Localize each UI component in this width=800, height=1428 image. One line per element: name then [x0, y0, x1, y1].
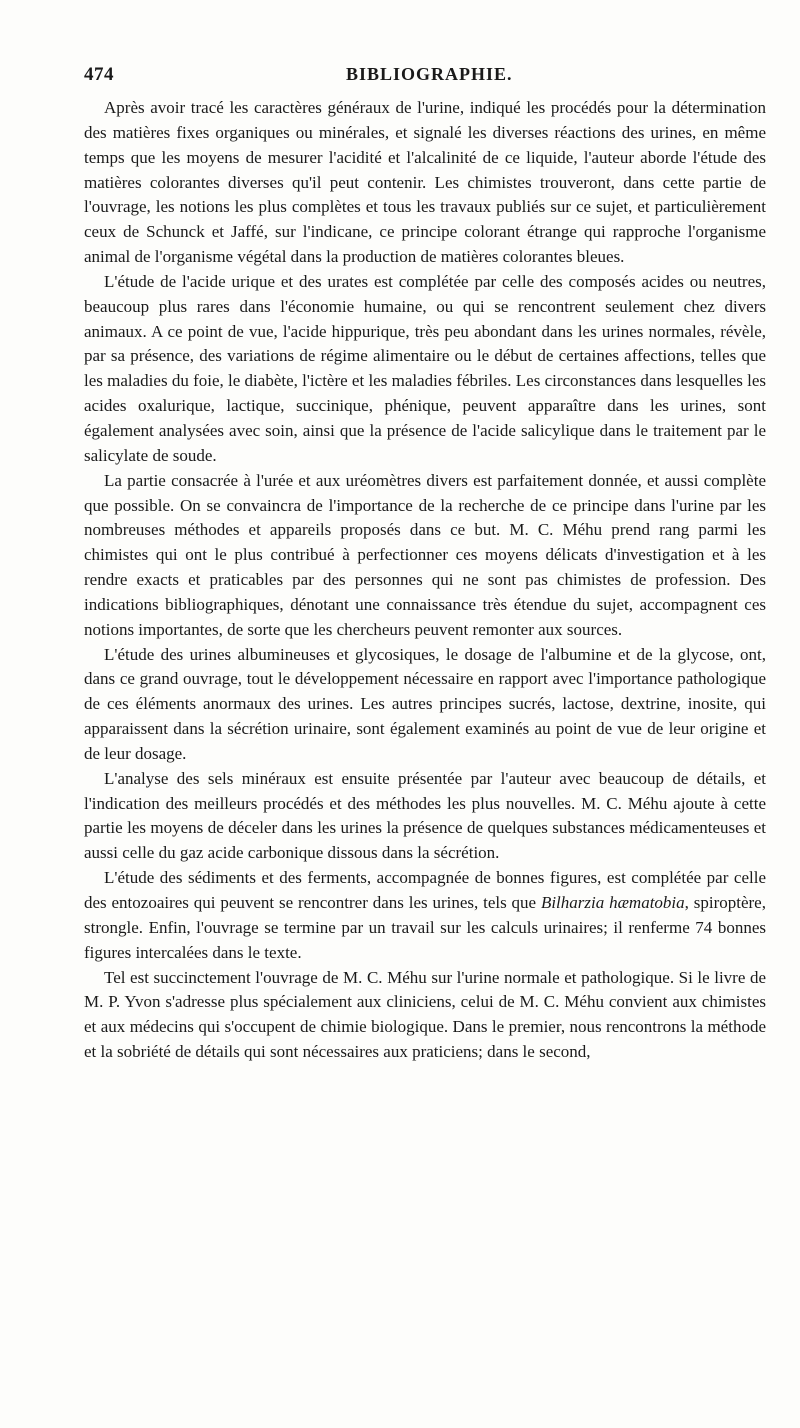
paragraph-albumin-glycose: L'étude des urines albumineuses et glycosiques, le dosage de l'albumine et de la glycose, ont, dans ce grand ouvrage, tout le développement nécessaire en rapport avec l'importance pathologique de ces éléments anormaux des urines. Les autres principes sucrés, lactose, dextrine, inosite, qui apparaissent dans la sécrétion urinaire, sont également examinés au point de vue de leur origine et de leur dosage.	[84, 644, 766, 763]
species-name-italic: Bilharzia hæmatobia	[540, 893, 685, 912]
sediments-text-before: L'étude des sédiments et des ferments, accompagnée de bonnes figures, est complétée par celle des entozoaires qui peuvent se rencontrer dans les urines, tels que	[84, 868, 766, 912]
page-header	[84, 64, 776, 94]
paragraph-urea: La partie consacrée à l'urée et aux uréomètres divers est parfaitement donnée, et aussi complète que possible. On se convaincra de l'importance de la recherche de ce principe dans l'urine par les nombreuses méthodes et appareils proposés dans ce but. M. C. Méhu prend rang parmi les chimistes qui ont le plus contribué à perfectionner ces moyens délicats d'investigation et à les rendre exacts et praticables par des personnes qui ne sont pas chimistes de profession. Des indications bibliographiques, dénotant une connaissance très étendue du sujet, accompagnent ces notions importantes, de sorte que les chercheurs peuvent remonter aux sources.	[84, 470, 766, 639]
paragraph-urine-characters: Après avoir tracé les caractères généraux de l'urine, indiqué les procédés pour la détermination des matières fixes organiques ou minérales, et signalé les diverses réactions des urines, en même temps que les moyens de mesurer l'acidité et l'alcalinité de ce liquide, l'auteur aborde l'étude des matières colorantes diverses qu'il peut contenir. Les chimistes trouveront, dans cette partie de l'ouvrage, les notions les plus complètes et tous les travaux publiés sur ce sujet, et particulièrement ceux de Schunck et Jaffé, sur l'indicane, ce principe colorant étrange qui rapproche l'organisme animal de l'organisme végétal dans la production de matières colorantes bleues.	[84, 98, 766, 267]
paragraph-summary: Tel est succinctement l'ouvrage de M. C. Méhu sur l'urine normale et pathologique. Si le livre de M. P. Yvon s'adresse plus spécialement aux cliniciens, celui de M. C. Méhu convient aux chimistes et aux médecins qui s'occupent de chimie biologique. Dans le premier, nous rencontrons la méthode et la sobriété de détails qui sont nécessaires aux praticiens; dans le second,	[84, 967, 766, 1062]
paragraph-mineral-salts: L'analyse des sels minéraux est ensuite présentée par l'auteur avec beaucoup de détails, et l'indication des meilleurs procédés et des méthodes les plus nouvelles. M. C. Méhu ajoute à cette partie les moyens de déceler dans les urines la présence de quelques substances médicamenteuses et aussi celle du gaz acide carbonique dissous dans la sécrétion.	[84, 768, 766, 863]
body-text	[84, 96, 766, 1408]
page-number: 474	[84, 64, 114, 85]
paragraph-sediments	[84, 866, 766, 965]
running-head: BIBLIOGRAPHIE.	[346, 64, 513, 84]
sediments-text-after: , spiroptère, strongle. Enfin, l'ouvrage se termine par un travail sur les calculs urinaires; il renferme 74 bonnes figures intercalées dans le texte.	[84, 893, 766, 962]
paragraph-uric-acid: L'étude de l'acide urique et des urates est complétée par celle des composés acides ou neutres, beaucoup plus rares dans l'économie humaine, ou qui se rencontrent seulement chez divers animaux. A ce point de vue, l'acide hippurique, très peu abondant dans les urines normales, révèle, par sa présence, des variations de régime alimentaire ou le début de certaines affections, telles que les maladies du foie, le diabète, l'ictère et les maladies fébriles. Les circonstances dans lesquelles les acides oxalurique, lactique, succinique, phénique, peuvent apparaître dans les urines, sont également analysées avec soin, ainsi que la présence de l'acide salicylique dans le traitement par le salicylate de soude.	[84, 271, 766, 465]
